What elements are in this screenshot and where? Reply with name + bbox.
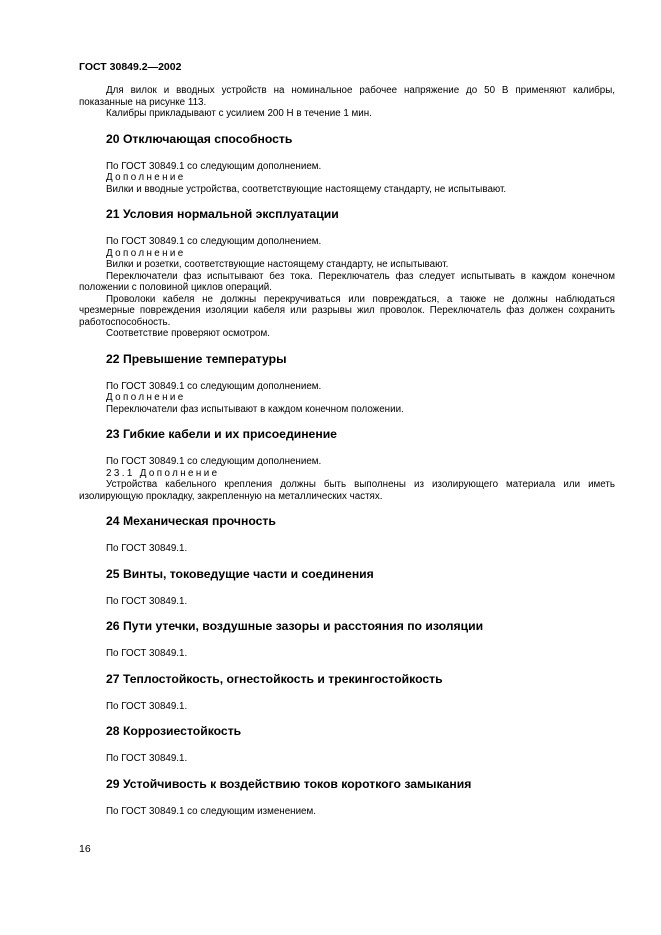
paragraph: Для вилок и вводных устройств на номинальное рабочее напряжение до 50 В применяют калибры, показанные на рисунке 113. — [79, 85, 615, 108]
note-label: Дополнение — [106, 392, 186, 403]
section-title-23: 23 Гибкие кабели и их присоединение — [106, 427, 337, 441]
paragraph: По ГОСТ 30849.1 со следующим дополнением. — [106, 380, 322, 392]
section-title-22: 22 Превышение температуры — [106, 351, 287, 366]
paragraph: Переключатели фаз испытывают без тока. Переключатель фаз следует испытывать в каждом конечном положении с половиной циклов операций. — [79, 270, 615, 293]
section-title-25: 25 Винты, токоведущие части и соединения — [106, 566, 374, 581]
page-content — [79, 85, 615, 817]
paragraph: По ГОСТ 30849.1 со следующим дополнением. — [106, 160, 322, 172]
page-number: 16 — [79, 843, 91, 855]
section-title-28: 28 Коррозиестойкость — [106, 724, 242, 738]
paragraph: По ГОСТ 30849.1 со следующим изменением. — [106, 805, 316, 817]
paragraph: По ГОСТ 30849.1 со следующим дополнением. — [106, 236, 322, 247]
paragraph: Устройства кабельного крепления должны быть выполнены из изолирующего материала или иметь изолирующую прокладку, закрепленную на металлических частях. — [79, 479, 615, 502]
section-title-26: 26 Пути утечки, воздушные зазоры и расстояния по изоляции — [106, 619, 484, 633]
section-title-21: 21 Условия нормальной эксплуатации — [106, 207, 339, 221]
note-label: 23.1 Дополнение — [106, 467, 220, 479]
paragraph: Вилки и вводные устройства, соответствующие настоящему стандарту, не испытывают. — [106, 183, 507, 195]
paragraph: Переключатели фаз испытывают в каждом конечном положении. — [106, 403, 404, 415]
paragraph: По ГОСТ 30849.1. — [106, 595, 188, 607]
paragraph: По ГОСТ 30849.1. — [106, 700, 188, 712]
paragraph: Соответствие проверяют осмотром. — [106, 328, 270, 339]
paragraph: По ГОСТ 30849.1. — [106, 753, 188, 764]
paragraph: По ГОСТ 30849.1. — [106, 648, 188, 659]
note-label: Дополнение — [106, 172, 186, 183]
section-title-27: 27 Теплостойкость, огнестойкость и трекингостойкость — [106, 671, 443, 686]
section-title-24: 24 Механическая прочность — [106, 514, 276, 528]
paragraph: По ГОСТ 30849.1 со следующим дополнением. — [106, 456, 322, 467]
paragraph: Калибры прикладывают с усилием 200 Н в течение 1 мин. — [106, 108, 372, 119]
paragraph: Проволоки кабеля не должны перекручиваться или повреждаться, а также не должны наблюдаться чрезмерные повреждения изоляции кабеля или разрывы жил проволок. Переключатель фаз должен сохранить работоспособность. — [79, 293, 615, 328]
paragraph: По ГОСТ 30849.1. — [106, 543, 188, 554]
section-title-20: 20 Отключающая способность — [106, 131, 293, 146]
note-label: Дополнение — [106, 247, 186, 259]
section-title-29: 29 Устойчивость к воздействию токов короткого замыкания — [106, 776, 472, 791]
page-header-standard: ГОСТ 30849.2—2002 — [79, 61, 182, 73]
paragraph: Вилки и розетки, соответствующие настоящему стандарту, не испытывают. — [106, 259, 449, 270]
